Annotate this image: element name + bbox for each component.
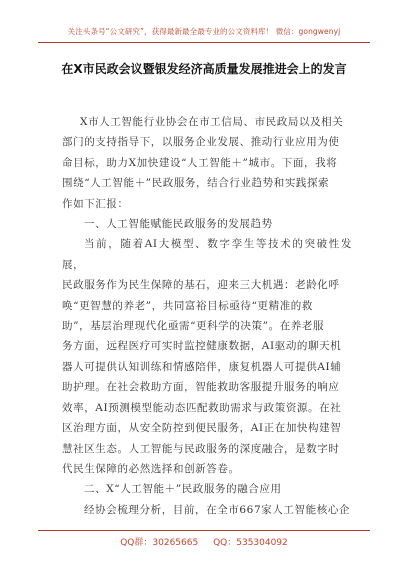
- footer-qq-number: QQ：535304092: [213, 538, 288, 548]
- body-line: 经协会梳理分析，目前，在全市667家人工智能核心企: [84, 503, 351, 516]
- body-line: 作如下汇报：: [62, 197, 129, 210]
- body-line: 民政服务作为民生保障的基石，迎来三大机遇：老龄化呼: [62, 279, 340, 292]
- body-line: 区治理方面，从安全防控到便民服务，AI正在加快构建智: [62, 422, 342, 435]
- body-line: 助”，基层治理现代化亟需“更科学的决策”。在养老服: [62, 320, 325, 333]
- body-line: 代民生保障的必然选择和创新答卷。: [62, 462, 240, 475]
- body-line: 围绕“人工智能＋”民政服务，结合行业趋势和实践探索: [62, 177, 330, 190]
- body-line: 助护理。在社会救助方面，智能救助客服提升服务的响应: [62, 381, 340, 394]
- document-title: 在X市民政会议暨银发经济高质量发展推进会上的发言: [61, 62, 347, 76]
- section-heading: 二、X“人工智能＋”民政服务的融合应用: [84, 483, 282, 496]
- header-divider: [38, 42, 370, 43]
- body-line: 务方面，远程医疗可实时监控健康数据，AI驱动的聊天机: [62, 340, 342, 353]
- body-line: 唤“更智慧的养老”，共同富裕目标亟待“更精准的救: [62, 299, 314, 312]
- footer-contacts: [0, 535, 408, 548]
- body-line: X市人工智能行业协会在市工信局、市民政局以及相关: [80, 116, 344, 128]
- section-heading: 一、人工智能赋能民政服务的发展趋势: [84, 218, 273, 231]
- body-line: 器人可提供认知训练和情感陪伴，康复机器人可提供AI辅: [62, 360, 342, 373]
- footer-qq-group: QQ群：30265665: [120, 538, 199, 548]
- body-line: 命目标，助力X加快建设“人工智能＋”城市。下面，我将: [62, 156, 338, 169]
- header-banner: 关注头条号“公文研究”，获得最新最全最专业的公文资料库！ 微信：gongwenyj: [67, 27, 341, 36]
- body-line: 当前，随着AI大模型、数字孪生等技术的突破性发展，: [62, 238, 352, 271]
- footer-divider: [38, 530, 370, 531]
- body-line: 慧社区生态。人工智能与民政服务的深度融合，是数字时: [62, 442, 340, 455]
- body-line: 效率，AI预测模型能动态匹配救助需求与政策资源。在社: [62, 401, 342, 414]
- body-line: 部门的支持指导下，以服务企业发展、推动行业应用为使: [62, 136, 340, 149]
- document-body: [62, 112, 352, 520]
